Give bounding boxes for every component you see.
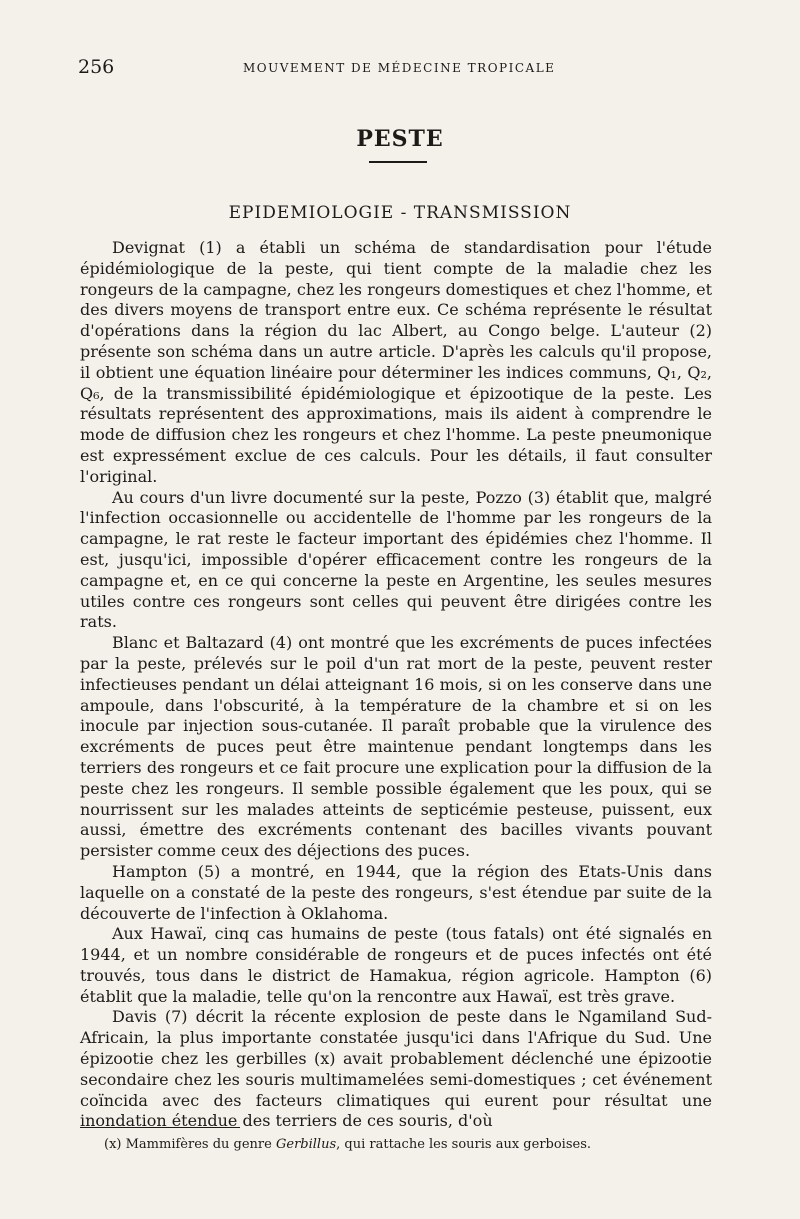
title-divider xyxy=(369,161,427,163)
section-title: PESTE xyxy=(356,126,444,152)
paragraph-pozzo: Au cours d'un livre documenté sur la peste, Pozzo (3) établit que, malgré l'infection occasionnelle ou accidentelle de l'homme par les rongeurs de la campagne, le rat reste le facteur important des épidémies chez l'homme. Il est, jusqu'ici, impossible d'opérer efficacement contre les rongeurs de la campagne et, en ce qui concerne la peste en Argentine, les seules mesures utiles contre ces rongeurs sont celles qui peuvent être dirigées contre les rats. xyxy=(80,487,712,632)
footnote xyxy=(104,1137,724,1152)
article-body xyxy=(80,238,712,1132)
paragraph-davis: Davis (7) décrit la récente explosion de peste dans le Ngamiland Sud-Africain, la plus importante constatée jusqu'ici dans l'Afrique du Sud. Une épizootie chez les gerbilles (x) avait probablement déclenché une épizootie secondaire chez les souris multimamelées semi-domestiques ; cet événement coïncida avec des facteurs climatiques qui eurent pour résultat une inondation étendue des terriers de ces souris, d'où xyxy=(80,1007,712,1131)
page-number: 256 xyxy=(78,56,115,78)
paragraph-hawaii: Aux Hawaï, cinq cas humains de peste (tous fatals) ont été signalés en 1944, et un nombre considérable de rongeurs et de puces infectés ont été trouvés, tous dans le district de Hamakua, région agricole. Hampton (6) établit que la maladie, telle qu'on la rencontre aux Hawaï, est très grave. xyxy=(80,924,712,1006)
footnote-text-before: Mammifères du genre xyxy=(125,1137,276,1152)
footnote-marker: (x) xyxy=(104,1137,122,1152)
footnote-divider xyxy=(80,1127,240,1128)
footnote-genus: Gerbillus xyxy=(275,1137,337,1152)
running-title: MOUVEMENT DE MÉDECINE TROPICALE xyxy=(243,61,556,75)
paragraph-hampton-1944: Hampton (5) a montré, en 1944, que la région des Etats-Unis dans laquelle on a constaté de la peste des rongeurs, s'est étendue par suite de la découverte de l'infection à Oklahoma. xyxy=(80,861,712,923)
footnote-text-after: , qui rattache les souris aux gerboises. xyxy=(336,1137,592,1152)
paragraph-devignat: Devignat (1) a établi un schéma de standardisation pour l'étude épidémiologique de la peste, qui tient compte de la maladie chez les rongeurs de la campagne, chez les rongeurs domestiques et chez l'homme, et des divers moyens de transport entre eux. Ce schéma représente le résultat d'opérations dans la région du lac Albert, au Congo belge. L'auteur (2) présente son schéma dans un autre article. D'après les calculs qu'il propose, il obtient une équation linéaire pour déterminer les indices communs, Q₁, Q₂, Q₆, de la transmissibilité épidémiologique et épizootique de la peste. Les résultats représentent des approximations, mais ils aident à comprendre le mode de diffusion chez les rongeurs et chez l'homme. La peste pneumonique est expressément exclue de ces calculs. Pour les détails, il faut consulter l'original. xyxy=(80,238,712,486)
page-header xyxy=(78,56,738,80)
paragraph-blanc-baltazard: Blanc et Baltazard (4) ont montré que les excréments de puces infectées par la peste, prélevés sur le poil d'un rat mort de la peste, peuvent rester infectieuses pendant un délai atteignant 16 mois, si on les conserve dans une ampoule, dans l'obscurité, à la température de la chambre et si on les inocule par injection sous-cutanée. Il paraît probable que la virulence des excréments de puces peut être maintenue pendant longtemps dans les terriers des rongeurs et ce fait procure une explication pour la diffusion de la peste chez les rongeurs. Il semble possible également que les poux, qui se nourrissent sur les malades atteints de septicémie pesteuse, puissent, eux aussi, émettre des excréments contenant des bacilles vivants pouvant persister comme ceux des déjections des puces. xyxy=(80,633,712,861)
section-subtitle: EPIDEMIOLOGIE - TRANSMISSION xyxy=(228,203,572,223)
